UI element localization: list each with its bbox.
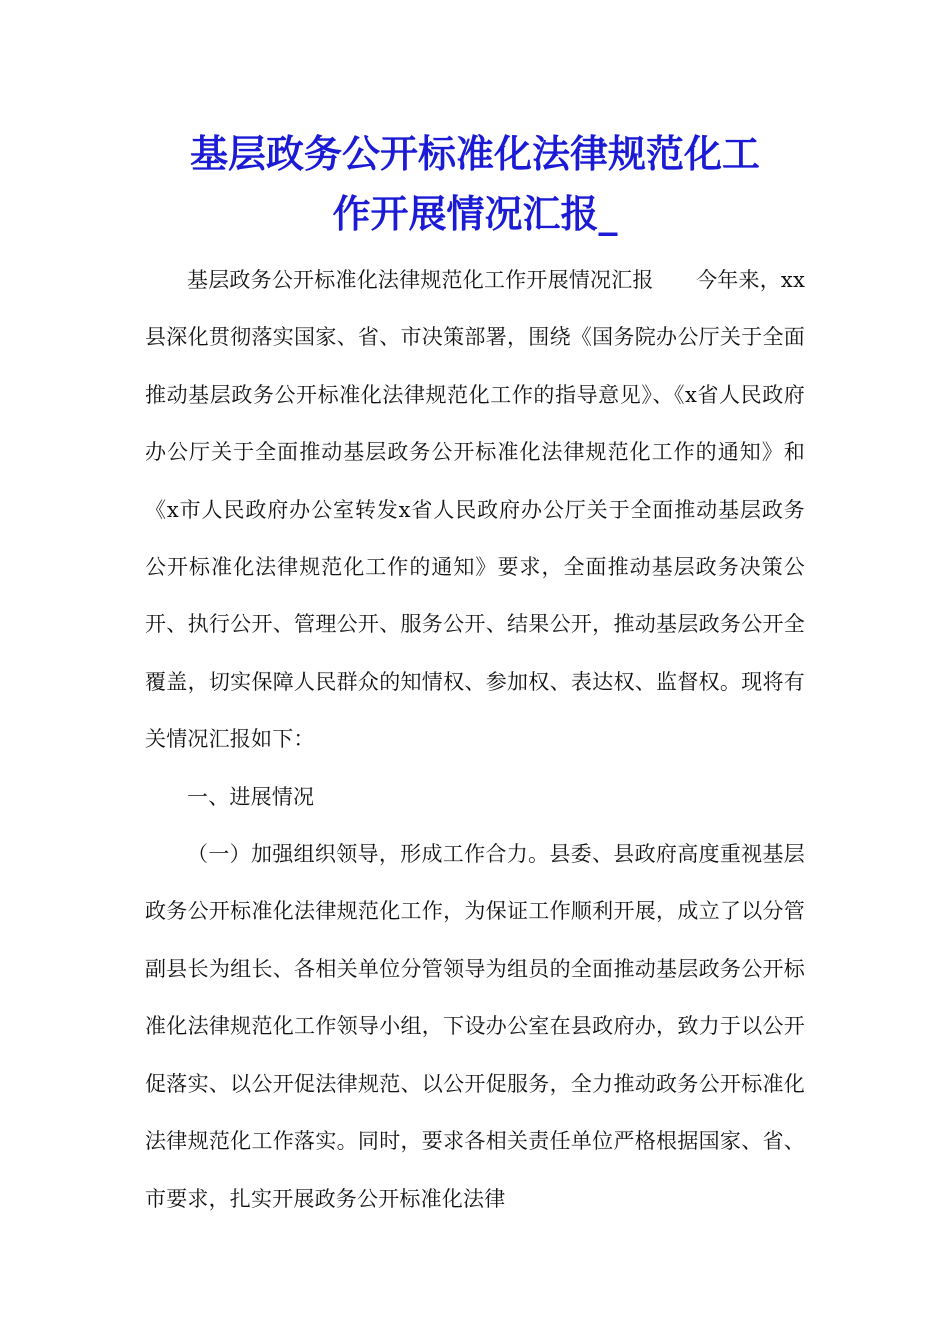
document-body: [145, 252, 805, 1228]
title-line-1: 基层政务公开标准化法律规范化工: [189, 131, 760, 176]
document-title: [140, 124, 810, 244]
title-line-2: 作开展情况汇报_: [332, 191, 618, 236]
section-heading-progress: 一、进展情况: [187, 784, 315, 809]
paragraph-intro: 基层政务公开标准化法律规范化工作开展情况汇报 今年来，xx县深化贯彻落实国家、省、市决策部署，围绕《国务院办公厅关于全面推动基层政务公开标准化法律规范化工作的指导意见》、《x省人民政府办公厅关于全面推动基层政务公开标准化法律规范化工作的通知》和《x市人民政府办公室转发x省人民政府办公厅关于全面推动基层政务公开标准化法律规范化工作的通知》要求，全面推动基层政务决策公开、执行公开、管理公开、服务公开、结果公开，推动基层政务公开全覆盖，切实保障人民群众的知情权、参加权、表达权、监督权。现将有关情况汇报如下：: [145, 268, 805, 752]
paragraph-organization: （一）加强组织领导，形成工作合力。县委、县政府高度重视基层政务公开标准化法律规范化工作，为保证工作顺利开展，成立了以分管副县长为组长、各相关单位分管领导为组员的全面推动基层政务公开标准化法律规范化工作领导小组，下设办公室在县政府办，致力于以公开促落实、以公开促法律规范、以公开促服务，全力推动政务公开标准化法律规范化工作落实。同时，要求各相关责任单位严格根据国家、省、市要求，扎实开展政务公开标准化法律: [145, 842, 805, 1211]
